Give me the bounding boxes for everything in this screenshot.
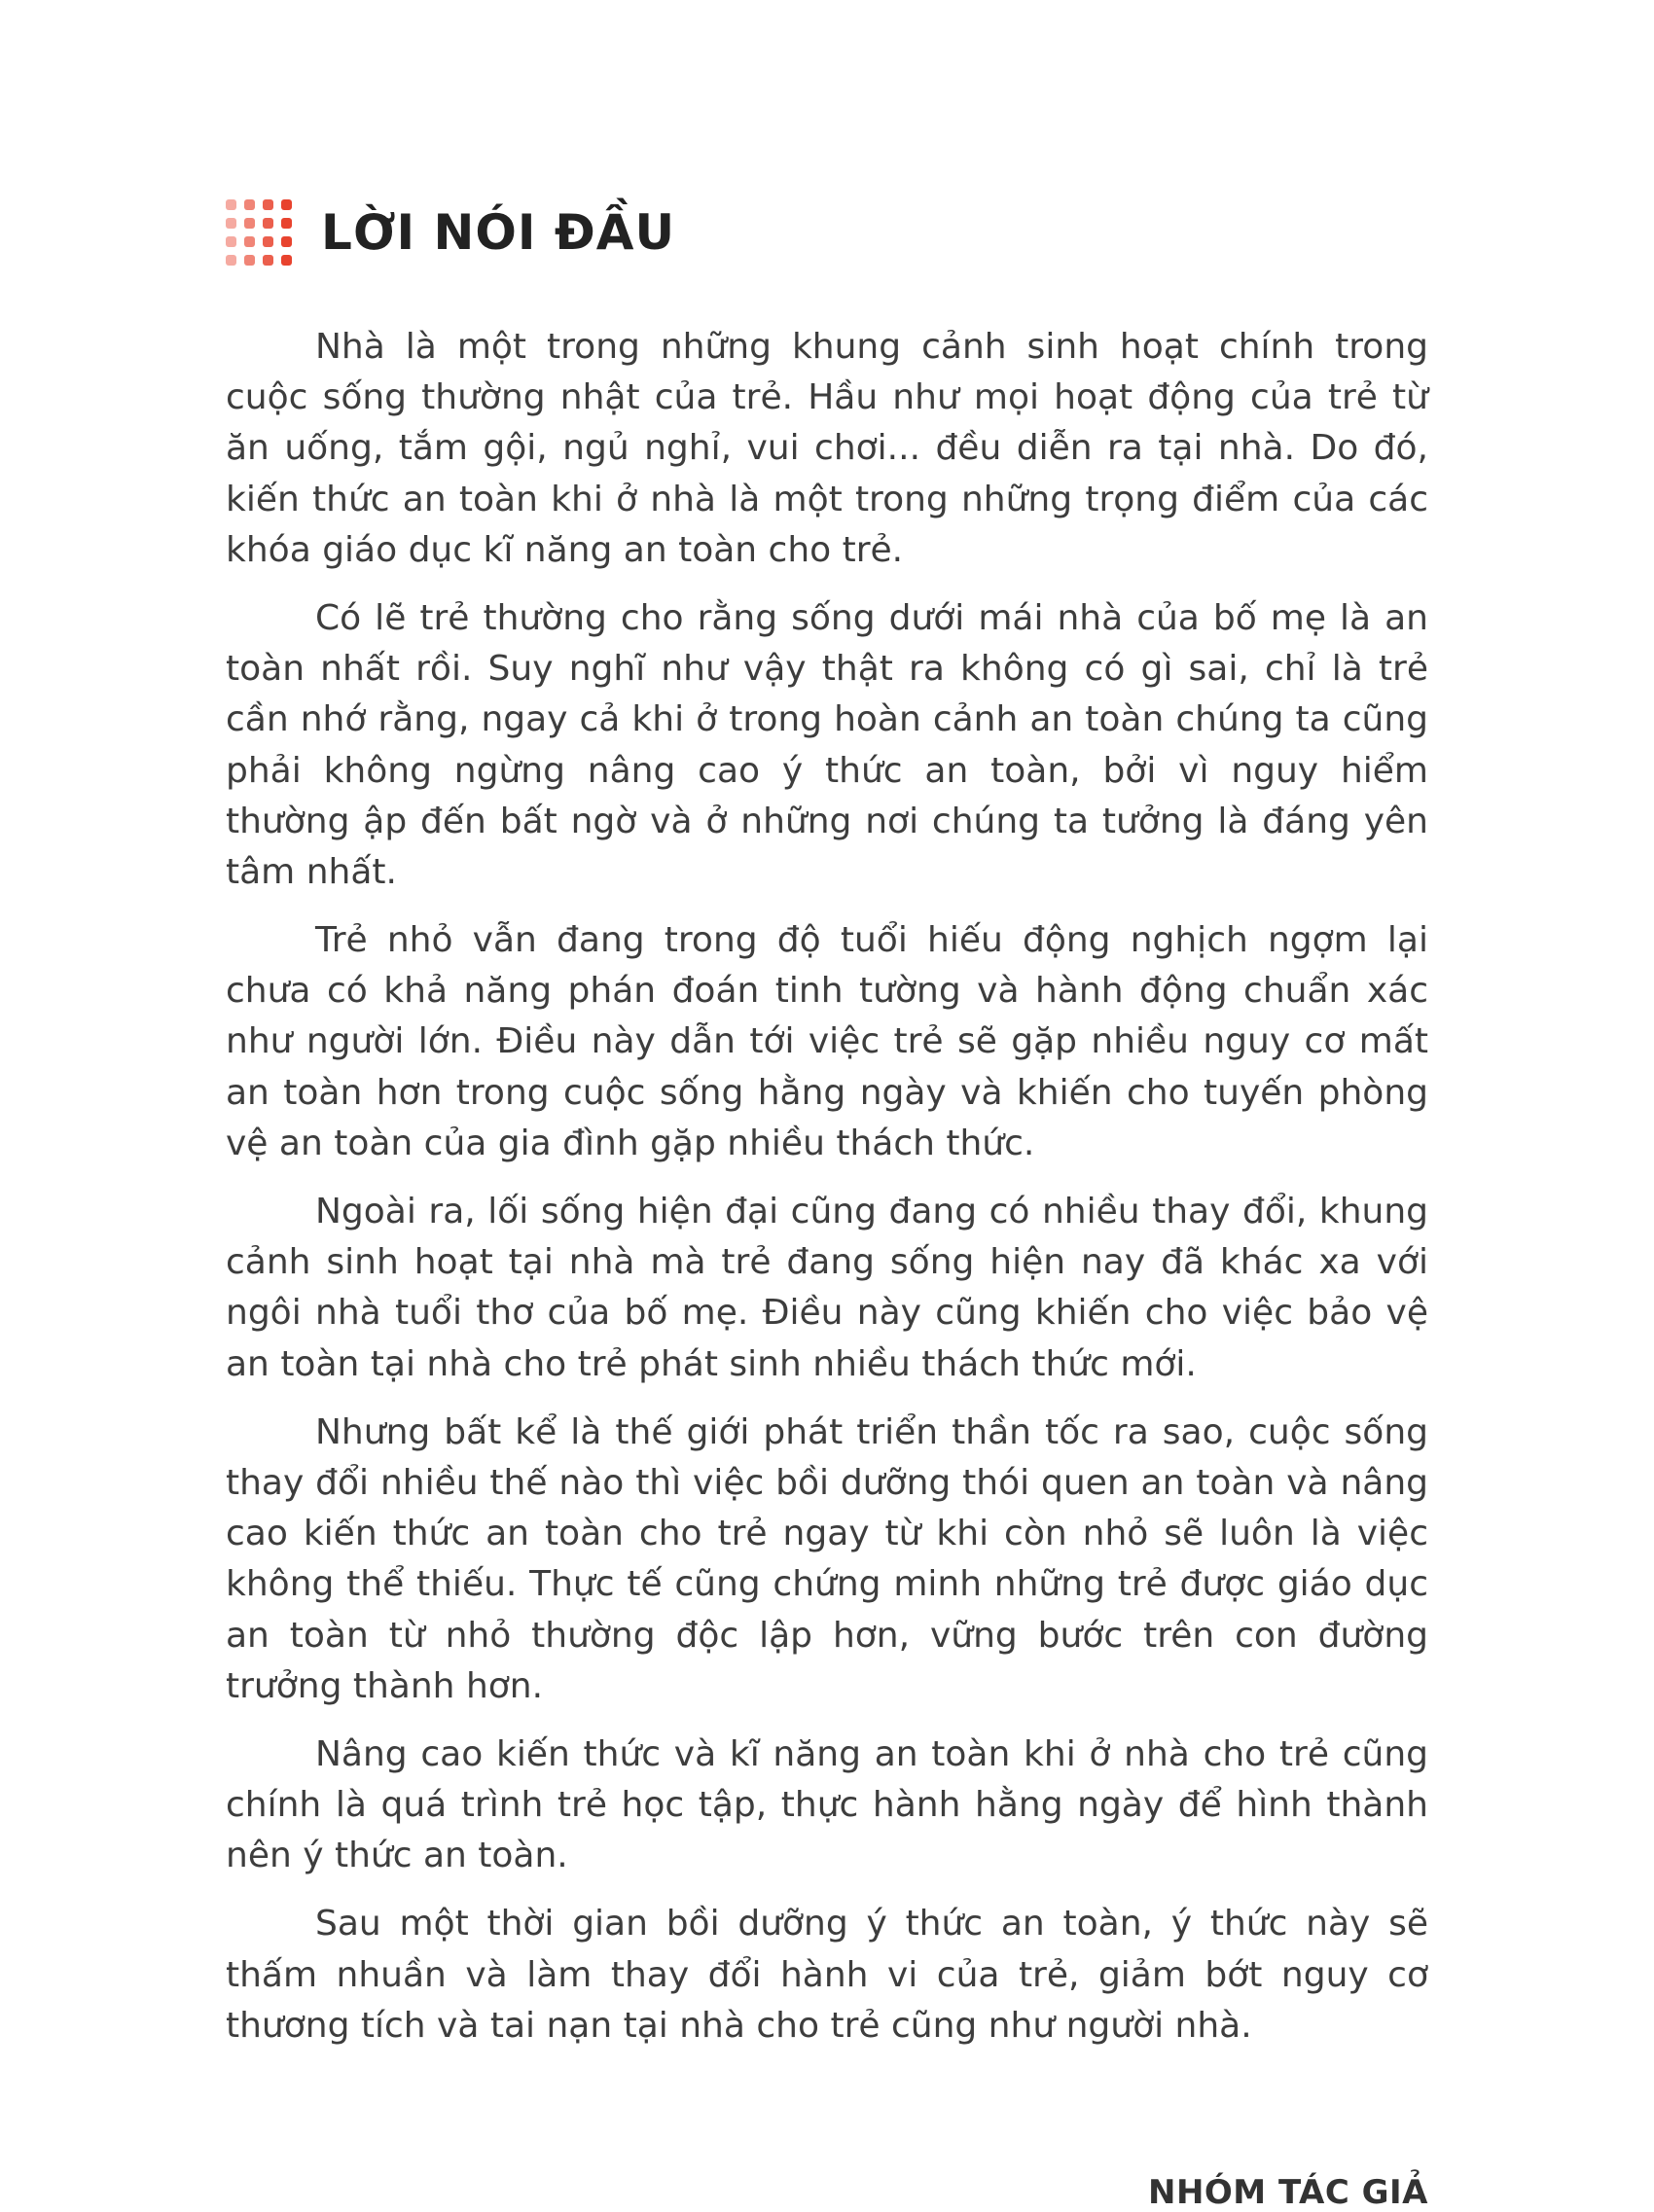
paragraph: Trẻ nhỏ vẫn đang trong độ tuổi hiếu động nghịch ngợm lại chưa có khả năng phán đoán tinh tường và hành động chuẩn xác như người lớn. Điều này dẫn tới việc trẻ sẽ gặp nhiều nguy cơ mất an toàn hơn trong cuộc sống hằng ngày và khiến cho tuyến phòng vệ an toàn của gia đình gặp nhiều thách thức.	[226, 920, 1428, 1163]
paragraph: Nhưng bất kể là thế giới phát triển thần tốc ra sao, cuộc sống thay đổi nhiều thế nào thì việc bồi dưỡng thói quen an toàn và nâng cao kiến thức an toàn cho trẻ ngay từ khi còn nhỏ sẽ luôn là việc không thể thiếu. Thực tế cũng chứng minh những trẻ được giáo dục an toàn từ nhỏ thường độc lập hơn, vững bước trên con đường trưởng thành hơn.	[226, 1411, 1428, 1706]
page-title: LỜI NÓI ĐẦU	[321, 204, 676, 261]
red-dots-grid-icon	[226, 199, 292, 266]
paragraph: Có lẽ trẻ thường cho rằng sống dưới mái nhà của bố mẹ là an toàn nhất rồi. Suy nghĩ như vậy thật ra không có gì sai, chỉ là trẻ cần nhớ rằng, ngay cả khi ở trong hoàn cảnh an toàn chúng ta cũng phải không ngừng nâng cao ý thức an toàn, bởi vì nguy hiểm thường ập đến bất ngờ và ở những nơi chúng ta tưởng là đáng yên tâm nhất.	[226, 597, 1428, 892]
paragraph: Nâng cao kiến thức và kĩ năng an toàn khi ở nhà cho trẻ cũng chính là quá trình trẻ học tập, thực hành hằng ngày để hình thành nên ý thức an toàn.	[226, 1733, 1428, 1876]
paragraph: Ngoài ra, lối sống hiện đại cũng đang có nhiều thay đổi, khung cảnh sinh hoạt tại nhà mà trẻ đang sống hiện nay đã khác xa với ngôi nhà tuổi thơ của bố mẹ. Điều này cũng khiến cho việc bảo vệ an toàn tại nhà cho trẻ phát sinh nhiều thách thức mới.	[226, 1192, 1428, 1384]
body-text	[226, 322, 1428, 2051]
author-signature: NHÓM TÁC GIẢ	[1147, 2173, 1428, 2212]
paragraph: Nhà là một trong những khung cảnh sinh hoạt chính trong cuộc sống thường nhật của trẻ. Hầu như mọi hoạt động của trẻ từ ăn uống, tắm gội, ngủ nghỉ, vui chơi... đều diễn ra tại nhà. Do đó, kiến thức an toàn khi ở nhà là một trong những trọng điểm của các khóa giáo dục kĩ năng an toàn cho trẻ.	[226, 327, 1428, 570]
page-heading	[226, 199, 1428, 266]
paragraph: Sau một thời gian bồi dưỡng ý thức an toàn, ý thức này sẽ thấm nhuần và làm thay đổi hành vi của trẻ, giảm bớt nguy cơ thương tích và tai nạn tại nhà cho trẻ cũng như người nhà.	[226, 1904, 1428, 2046]
